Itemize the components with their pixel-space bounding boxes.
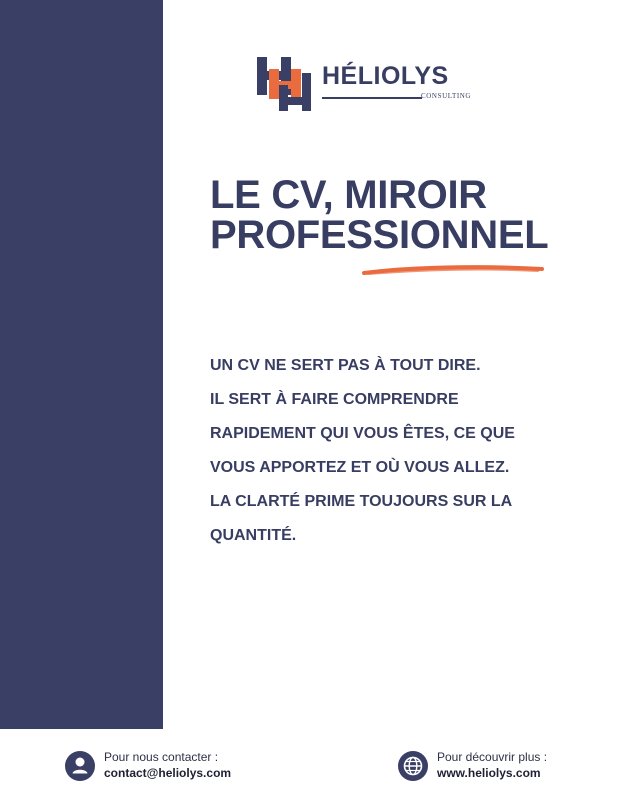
sidebar-panel	[0, 0, 163, 729]
title-line: PROFESSIONNEL	[210, 213, 549, 257]
body-line: QUANTITÉ.	[210, 527, 297, 544]
brand-subtitle: CONSULTING	[421, 92, 472, 100]
body-paragraph	[210, 349, 600, 553]
globe-icon	[398, 751, 428, 781]
body-line: IL SERT À FAIRE COMPRENDRE	[210, 391, 459, 408]
brand-name: HÉLIOLYS	[322, 62, 449, 90]
footer-contact	[65, 749, 295, 783]
website-link[interactable]: www.heliolys.com	[437, 766, 541, 780]
logo-mark-icon	[255, 55, 313, 113]
footer-website	[398, 749, 598, 783]
title-line: LE CV, MIROIR	[210, 173, 487, 217]
body-line: VOUS APPORTEZ ET OÙ VOUS ALLEZ.	[210, 459, 510, 476]
user-icon	[65, 751, 95, 781]
body-line: RAPIDEMENT QUI VOUS ÊTES, CE QUE	[210, 425, 515, 442]
brand-divider	[322, 97, 422, 99]
contact-email-link[interactable]: contact@heliolys.com	[104, 766, 232, 780]
brush-underline	[362, 262, 544, 278]
contact-label: Pour nous contacter :	[104, 750, 219, 764]
body-line: UN CV NE SERT PAS À TOUT DIRE.	[210, 357, 481, 374]
brand-logo	[255, 55, 485, 115]
page-title	[210, 175, 630, 255]
website-label: Pour découvrir plus :	[437, 750, 548, 764]
body-line: LA CLARTÉ PRIME TOUJOURS SUR LA	[210, 493, 513, 510]
